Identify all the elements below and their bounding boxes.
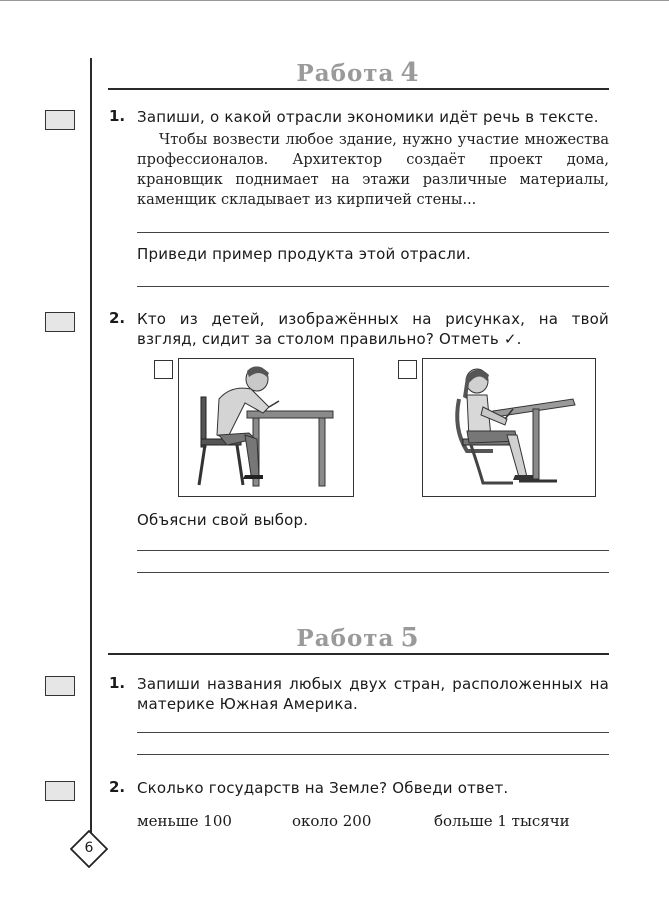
answer-option-1[interactable]: меньше 100 — [137, 812, 232, 830]
answer-line[interactable] — [137, 286, 609, 287]
answer-option-2[interactable]: около 200 — [292, 812, 372, 830]
question-prompt: Запиши названия любых двух стран, расположенных на материке Южная Америка. — [137, 675, 609, 713]
question-prompt: Сколько государств на Земле? Обведи ответ. — [137, 779, 509, 797]
picture-boy-at-desk — [178, 358, 354, 497]
work4-title-number: 4 — [400, 58, 420, 88]
answer-line[interactable] — [137, 232, 609, 233]
question-number: 1. — [109, 674, 126, 692]
question-explain: Объясни свой выбор. — [137, 511, 309, 529]
score-box-w4q2[interactable] — [45, 312, 75, 332]
answer-line[interactable] — [137, 732, 609, 733]
work5-title — [108, 623, 608, 653]
score-box-w4q1[interactable] — [45, 110, 75, 130]
page-number: 6 — [84, 840, 94, 856]
work5-title-rule — [108, 653, 609, 655]
question-number: 2. — [109, 778, 126, 796]
question-prompt: Кто из детей, изображённых на рисунках, на твой взгляд, сидит за столом правильно? Отметь ✓. — [137, 310, 609, 348]
question-prompt: Запиши, о какой отрасли экономики идёт речь в тексте. — [137, 108, 599, 126]
boy-at-desk-illustration — [179, 359, 353, 496]
checkbox-picture-1[interactable] — [154, 360, 173, 379]
passage-text: Чтобы возвести любое здание, нужно участие множества профессионалов. Архитектор создаёт проект дома, крановщик поднимает на этажи различные материалы, каменщик складывает из кирпичей стены... — [137, 132, 609, 208]
girl-at-desk-illustration — [423, 359, 595, 496]
work5-title-word: Работа — [296, 625, 395, 652]
checkbox-picture-2[interactable] — [398, 360, 417, 379]
answer-line[interactable] — [137, 550, 609, 551]
score-box-w5q2[interactable] — [45, 781, 75, 801]
page-number-badge — [70, 830, 108, 868]
picture-girl-at-desk — [422, 358, 596, 497]
work4-title — [108, 58, 608, 88]
answer-line[interactable] — [137, 572, 609, 573]
margin-line — [90, 58, 92, 848]
question-passage — [137, 130, 609, 210]
question-number: 2. — [109, 309, 126, 327]
work5-title-number: 5 — [400, 623, 420, 653]
question-followup: Приведи пример продукта этой отрасли. — [137, 245, 471, 263]
work4-title-rule — [108, 88, 609, 90]
answer-line[interactable] — [137, 754, 609, 755]
score-box-w5q1[interactable] — [45, 676, 75, 696]
page-top-edge — [0, 0, 669, 1]
answer-option-3[interactable]: больше 1 тысячи — [434, 812, 570, 830]
work4-title-word: Работа — [296, 60, 395, 87]
question-number: 1. — [109, 107, 126, 125]
